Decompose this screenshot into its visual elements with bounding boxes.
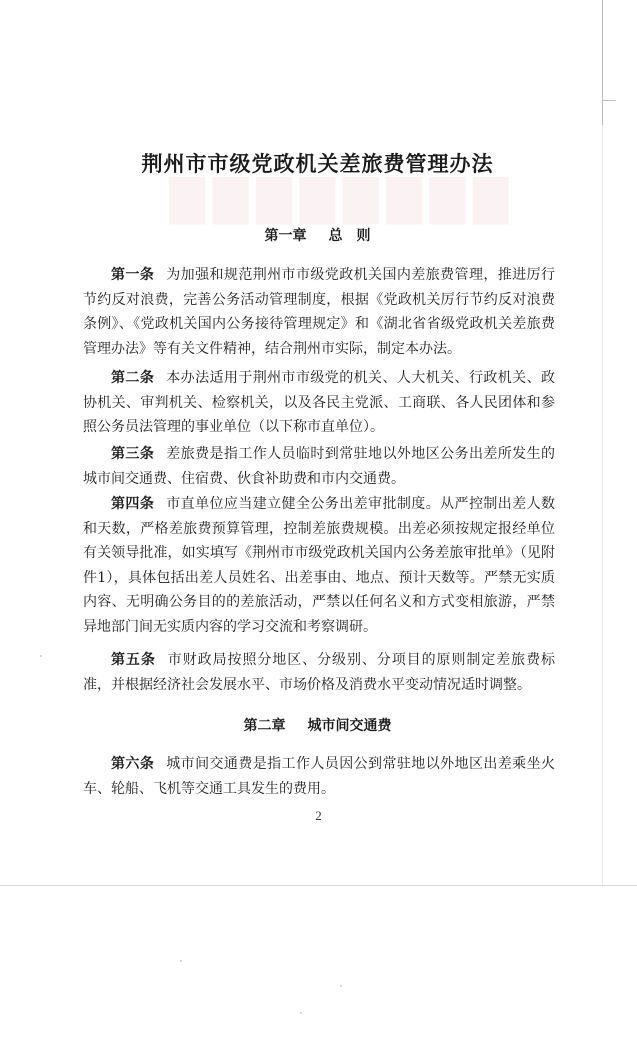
bleed-through-header: ▇▇▇▇▇▇▇▇ (161, 170, 509, 224)
page-edge-line (602, 0, 603, 125)
article-3 (83, 442, 555, 491)
chapter-name: 城市间交通费 (307, 718, 392, 734)
chapter-heading-1 (85, 225, 550, 245)
article-text: 城市间交通费是指工作人员因公到常驻地以外地区出差乘坐火车、轮船、飞机等交通工具发生的费用。 (83, 756, 556, 797)
article-text: 市直单位应当建立健全公务出差审批制度。从严控制出差人数和天数，严格差旅费预算管理，控制差旅费规模。出差必须按规定报经单位有关领导批准，如实填写《荆州市市级党政机关国内公务差旅审批单》（见附件1），具体包括出差人员姓名、出差事由、地点、预计天数等。严禁无实质内容、无明确公务目的的差旅活动，严禁以任何名义和方式变相旅游，严禁异地部门间无实质内容的学习交流和考察调研。 (83, 496, 556, 635)
article-label: 第四条 (111, 496, 155, 512)
article-4 (83, 492, 555, 639)
page-number: 2 (315, 808, 322, 823)
article-text: 本办法适用于荆州市市级党的机关、人大机关、行政机关、政协机关、审判机关、检察机关，以及各民主党派、工商联、各人民团体和参照公务员法管理的事业单位（以下称市直单位）。 (83, 370, 556, 435)
document-title: 荆州市市级党政机关差旅费管理办法 (141, 152, 494, 176)
article-label: 第二条 (111, 370, 155, 386)
article-5 (83, 648, 555, 697)
article-2 (83, 366, 555, 440)
page-edge-notch (602, 100, 616, 101)
scan-speck (300, 1012, 302, 1014)
article-label: 第一条 (111, 267, 155, 283)
chapter-label: 第二章 (243, 718, 286, 734)
scan-speck (340, 985, 342, 987)
article-label: 第三条 (111, 446, 155, 462)
scan-speck (180, 960, 182, 962)
chapter-heading-2 (85, 715, 550, 735)
chapter-name: 总 则 (328, 228, 371, 244)
article-6 (83, 752, 555, 801)
scan-speck (40, 655, 42, 657)
page-bottom-edge (0, 885, 637, 886)
page-edge-line-faint (602, 125, 603, 885)
article-1 (83, 263, 555, 361)
article-label: 第六条 (111, 756, 155, 772)
chapter-label: 第一章 (264, 228, 307, 244)
article-text: 市财政局按照分地区、分级别、分项目的原则制定差旅费标准，并根据经济社会发展水平、市场价格及消费水平变动情况适时调整。 (83, 652, 556, 693)
article-text: 为加强和规范荆州市市级党政机关国内差旅费管理，推进厉行节约反对浪费，完善公务活动管理制度，根据《党政机关厉行节约反对浪费条例》、《党政机关国内公务接待管理规定》和《湖北省省级党政机关差旅费管理办法》等有关文件精神，结合荆州市实际，制定本办法。 (83, 267, 556, 357)
article-label: 第五条 (111, 652, 156, 668)
article-text: 差旅费是指工作人员临时到常驻地以外地区公务出差所发生的城市间交通费、住宿费、伙食补助费和市内交通费。 (83, 446, 556, 487)
